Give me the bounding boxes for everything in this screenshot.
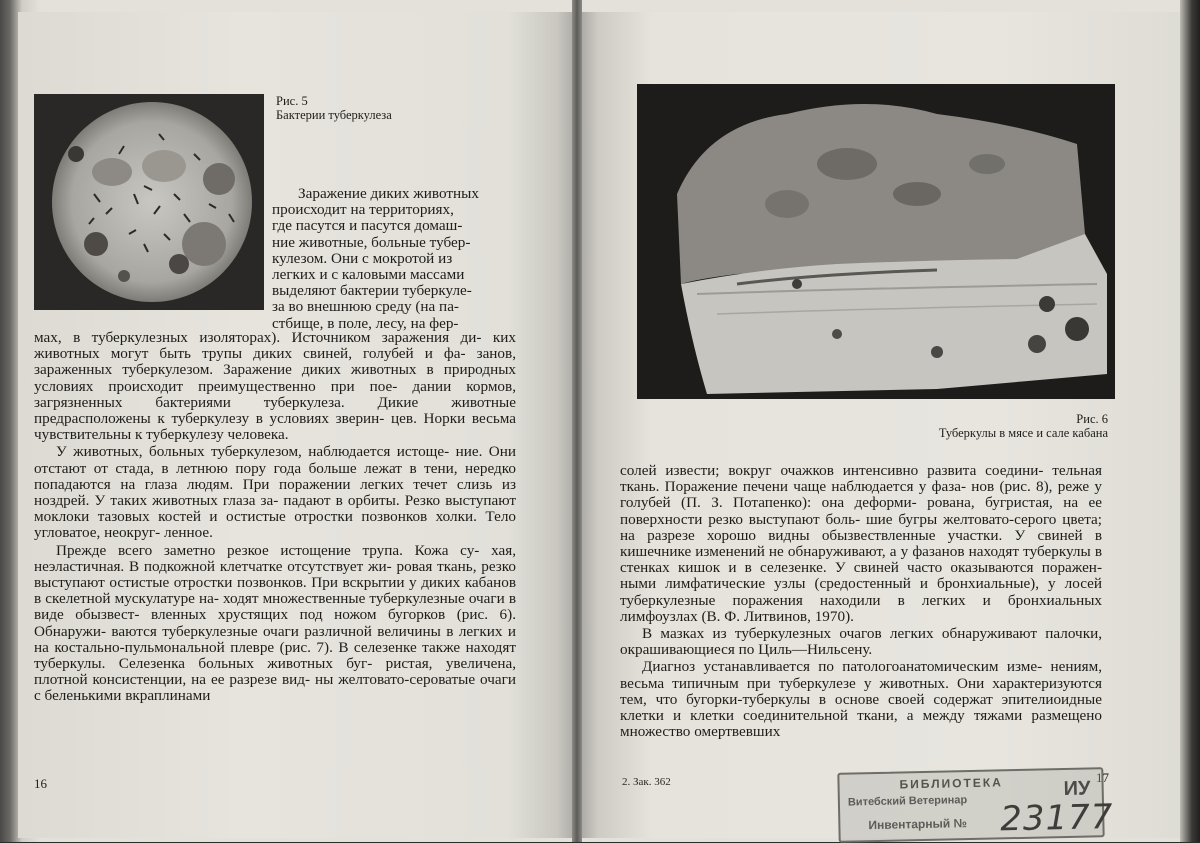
narrow-line: ние животные, больные тубер-: [272, 233, 471, 251]
figure-5-bacteria-image: [34, 94, 264, 310]
narrow-line: где пасутся и пасутся домаш-: [272, 217, 463, 235]
narrow-line: легких и с каловыми массами: [272, 266, 465, 284]
narrow-line: кулезом. Они с мокротой из: [272, 249, 453, 267]
left-page-number: 16: [34, 776, 47, 791]
book-spine: [572, 0, 582, 842]
right-paragraph-2: В мазках из туберкулезных очагов легких обнаруживают палочки, окрашивающиеся по Циль—Нильсену.: [620, 625, 1102, 659]
figure-5-caption: [276, 94, 392, 122]
right-paragraph-1: солей извести; вокруг очажков интенсивно развита соедини- тельная ткань. Поражение печени чаще наблюдается у фаза- нов (рис. 8), реже у голубей (П. З. Потапенко): она деформи- рована, бугристая, на ее поверхности резко выступают боль- шие бугры желтовато-серого цвета; на разрезе хорошо видны обызвествленные участки. У свиней в кишечнике изменений не обнаруживают, а у фазанов находят туберкулы в стенках кишок и в селезенке. У свиней часто оказываются поражен- ными лимфатические узлы (средостенный и бронхиальные), у лосей туберкулезные поражения находили в легких и бронхиальных лимфоузлах (В. Ф. Литвинов, 1970).: [620, 462, 1102, 625]
figure-6-meat-image: [637, 84, 1115, 399]
microscope-view-icon: [34, 94, 264, 310]
figure-6-caption: [939, 412, 1108, 440]
stamp-line-2: Инвентарный №: [868, 816, 968, 833]
meat-sample-icon: [637, 84, 1115, 399]
right-paragraph-3: Диагноз устанавливается по патологоанатомическим изме- нениям, весьма типичным при туберкулезе у животных. Они характеризуются тем, что бугорки-туберкулы в основе своей содержат эпителиоидные клетки и клетки соединительной ткани, а между тяжами размещено множество омертвевших: [620, 658, 1102, 741]
left-paragraph-2: У животных, больных туберкулезом, наблюдается истоще- ние. Они отстают от стада, в летнюю пору года больше лежат в тени, нередко попадаются на глаза людям. При поражении легких течет слизь из ноздрей. У таких животных глаза за- падают в орбиты. Резко выступают моклоки тазовых костей и остистые отростки позвонков холки. Тело угловатое, неокруг- ленное.: [34, 443, 516, 542]
narrow-line: выделяют бактерии туберкуле-: [272, 282, 472, 300]
left-paragraph-1-rest: мах, в туберкулезных изоляторах). Источником заражения ди- ких животных могут быть трупы диких свиней, голубей и фа- занов, зараженных туберкулезом. Заражение диких животных в природных условиях происходит преимущественно при пое- дании кормов, загрязненных бактериями туберкулеза. Дикие животные предрасположены к туберкулезу в условиях зверин- цев. Норки весьма чувствительны к туберкулезу человека.: [34, 329, 516, 444]
right-page-number: 17: [1096, 770, 1109, 785]
stamp-tail: ИУ: [1063, 777, 1091, 801]
library-stamp: [837, 767, 1114, 843]
figure-5-label: Рис. 5: [276, 94, 308, 108]
figure-6-label: Рис. 6: [1076, 412, 1108, 426]
page-edge: [1180, 0, 1200, 842]
left-paragraph-3: Прежде всего заметно резкое истощение трупа. Кожа су- хая, неэластичная. В подкожной клетчатке отсутствует жи- ровая ткань, резко выступают остистые отростки позвонков. При вскрытии у диких кабанов в скелетной мускулатуре на- ходят множественные туберкулезные очаги в виде обызвест- вленных хрустящих под ножом бугорков (рис. 6). Обнаружи- ваются туберкулезные очаги различной величины в легких и на костально-пульмональной плевре (рис. 7). В селезенке также находят туберкулы. Селезенка больных животных буг- ристая, увеличена, плотной консистенции, на ее разрезе вид- ны желтовато-сероватые очаги с беленькими вкраплинами: [34, 541, 516, 705]
narrow-line: Заражение диких животных: [298, 185, 479, 202]
narrow-line: за во внешнюю среду (на па-: [272, 298, 459, 316]
right-text: [620, 463, 1102, 740]
stamp-line-1: Витебский Ветеринар: [847, 794, 968, 809]
left-narrow-paragraph: [272, 186, 516, 332]
stamp-inventory-number: 23177: [999, 797, 1114, 840]
figure-5-title: Бактерии туберкулеза: [276, 108, 392, 122]
figure-6-title: Туберкулы в мясе и сале кабана: [938, 426, 1108, 440]
printing-order-note: 2. Зак. 362: [622, 776, 671, 788]
stamp-title: БИБЛИОТЕКА: [899, 775, 1003, 792]
left-full-text: [34, 330, 516, 705]
narrow-line: стбище, в поле, лесу, на фер-: [272, 314, 459, 332]
narrow-line: происходит на территориях,: [272, 201, 454, 219]
